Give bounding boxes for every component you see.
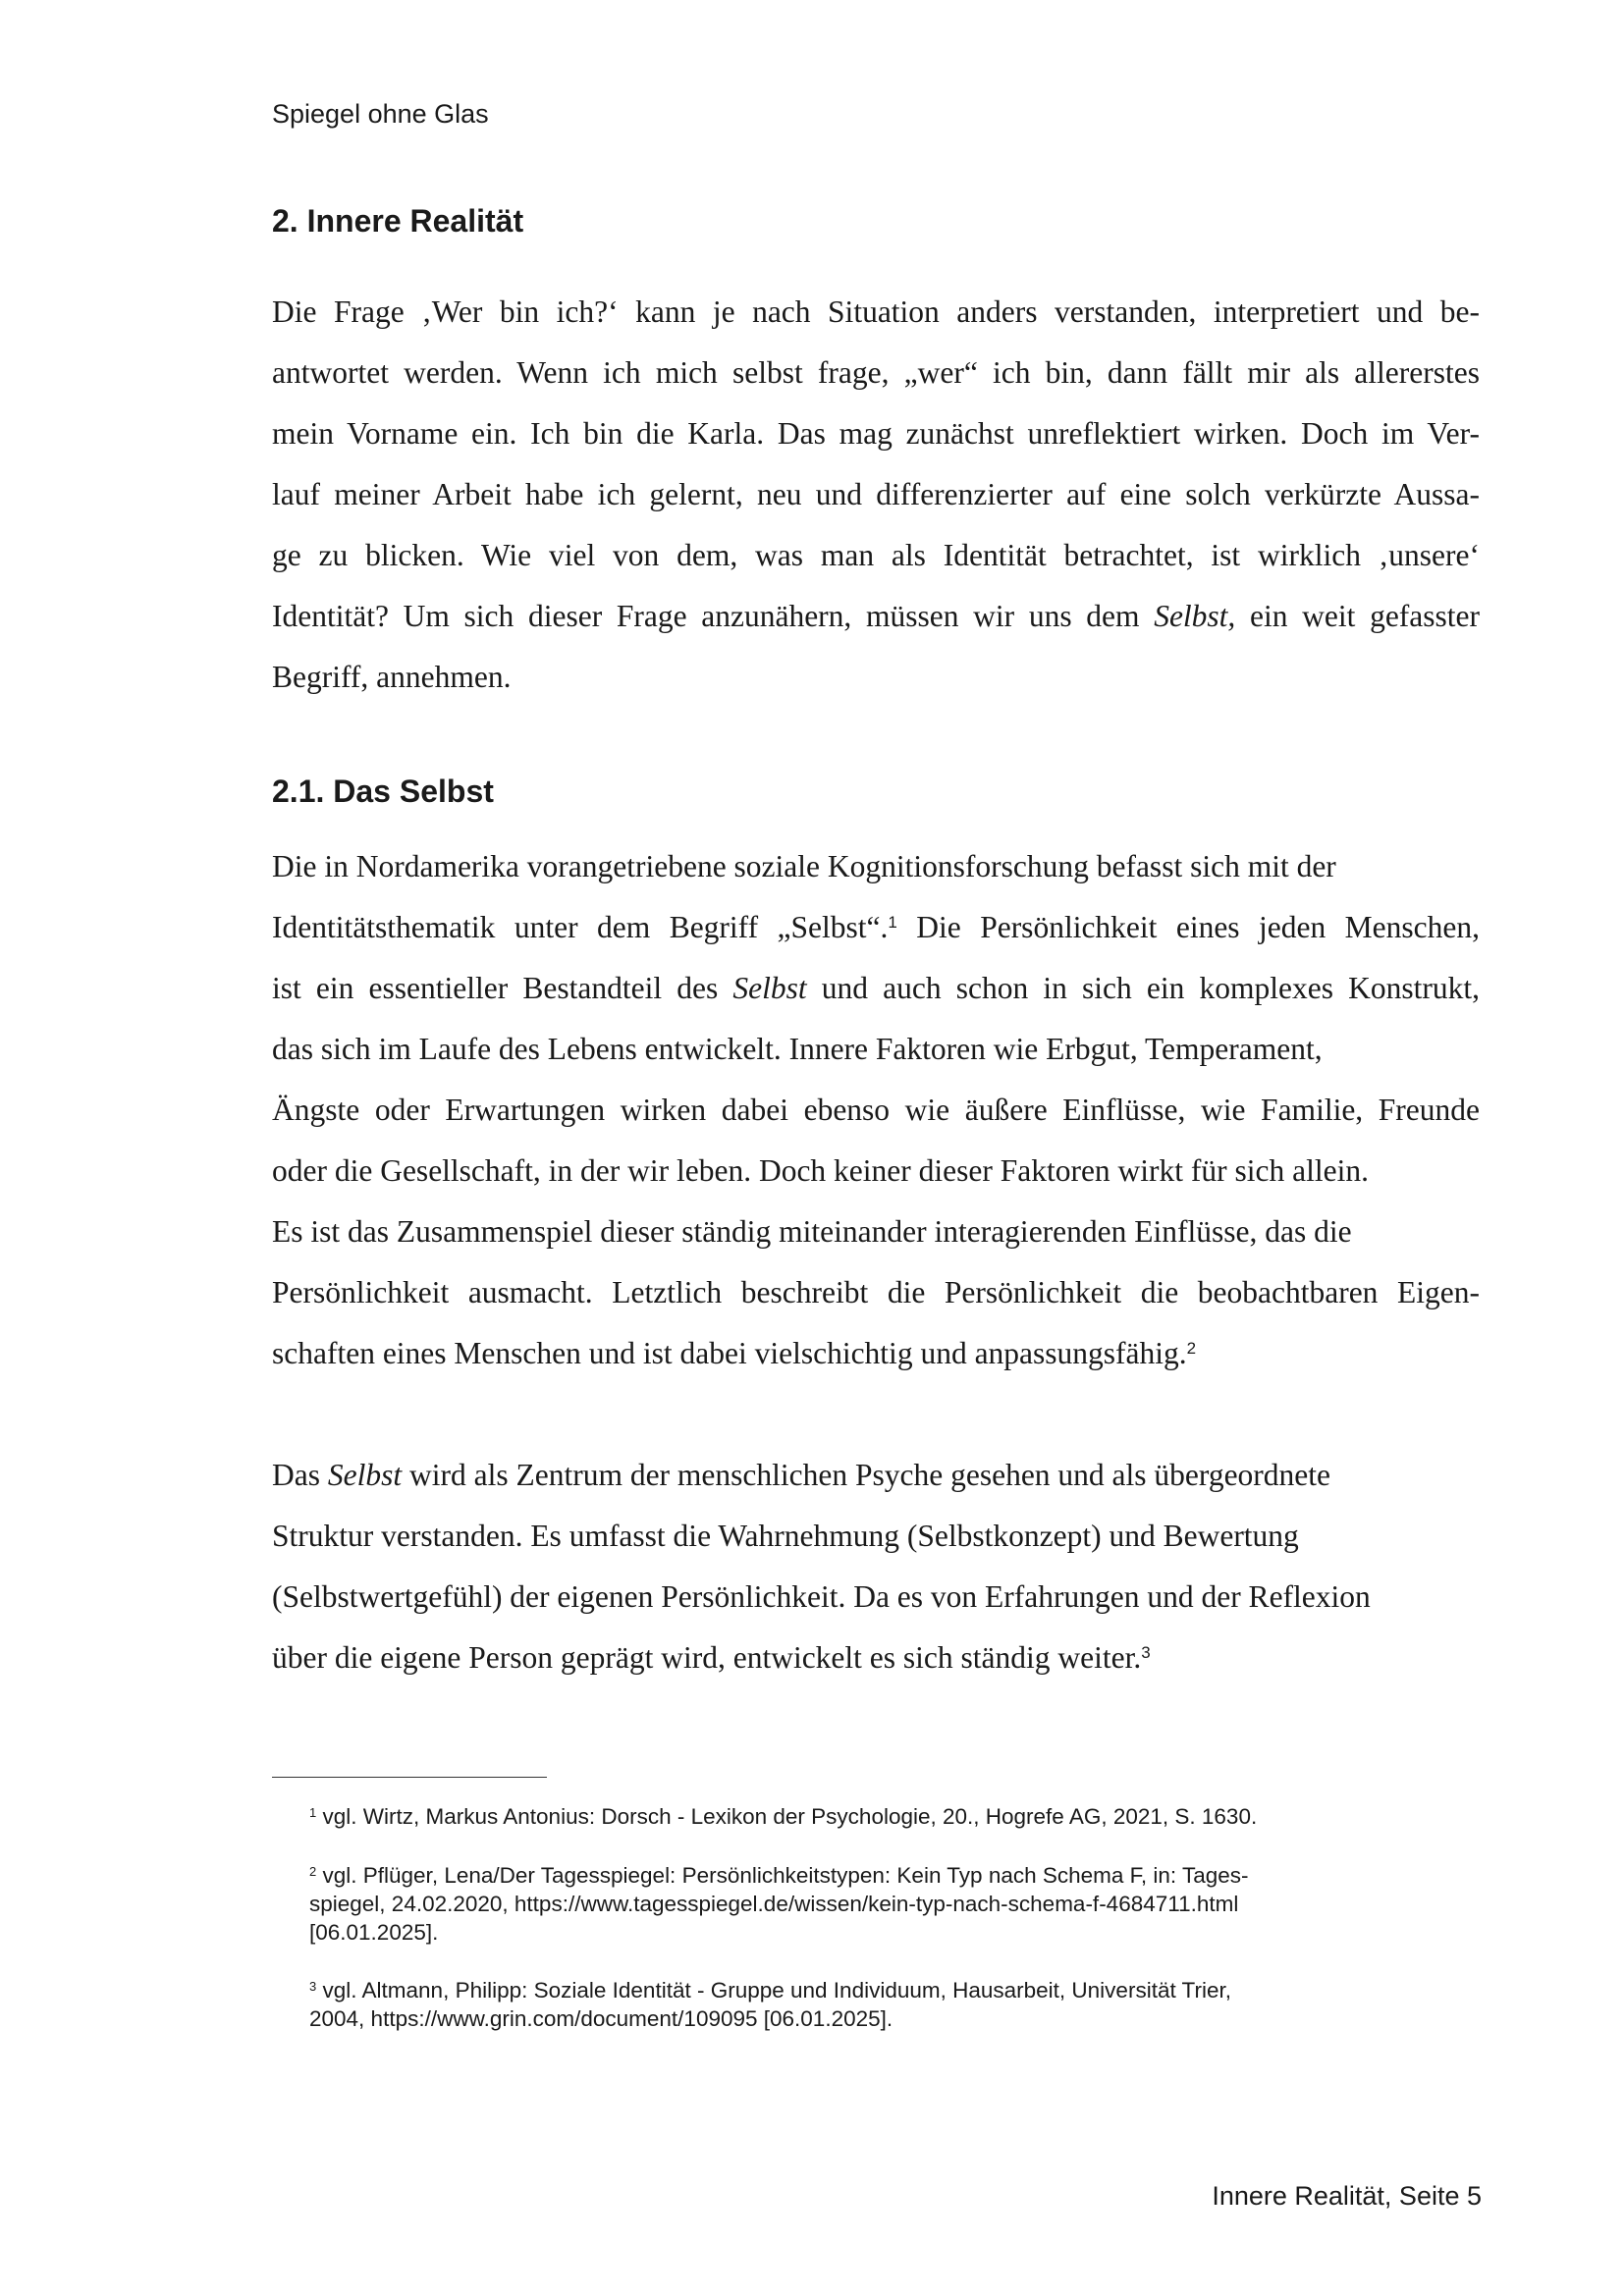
text-line — [272, 958, 1480, 1019]
text-line — [272, 1323, 1480, 1384]
text-line: Begriff, annehmen. — [272, 660, 512, 694]
page-footer-label: Innere Realität, Seite 5 — [1212, 2181, 1482, 2211]
text-run: Die Persönlichkeit eines jeden Menschen, — [916, 910, 1480, 944]
subsection-paragraph — [272, 1445, 1480, 1688]
text-line: Persönlichkeit ausmacht. Letztlich beschreibt die Persönlichkeit die beobachtbaren Eigen- — [272, 1275, 1480, 1309]
text-run: Identität? Um sich dieser Frage anzunähern, müssen wir uns dem — [272, 599, 1140, 633]
footnote-line — [309, 1802, 1399, 1831]
text-line: lauf meiner Arbeit habe ich gelernt, neu und differenzierter auf eine solch verkürzte Aussa- — [272, 477, 1480, 511]
footnote-line: spiegel, 24.02.2020, https://www.tagesspiegel.de/wissen/kein-typ-nach-schema-f-4684711.html — [309, 1892, 1239, 1916]
subsection-paragraph — [272, 836, 1480, 1384]
text-line — [272, 586, 1480, 647]
subsection-heading: 2.1. Das Selbst — [272, 774, 494, 809]
text-line: Ängste oder Erwartungen wirken dabei ebenso wie äußere Einflüsse, wie Familie, Freunde — [272, 1093, 1480, 1127]
text-line — [272, 897, 1480, 958]
footnote-reference[interactable]: 2 — [1186, 1338, 1197, 1358]
text-run: Identitätsthematik unter dem Begriff „Selbst“. — [272, 910, 889, 944]
text-line: das sich im Laufe des Lebens entwickelt. Innere Faktoren wie Erbgut, Temperament, — [272, 1032, 1323, 1066]
text-line — [272, 1445, 1480, 1506]
italic-term: Selbst — [732, 971, 807, 1005]
text-line: Die in Nordamerika vorangetriebene soziale Kognitionsforschung befasst sich mit der — [272, 849, 1336, 883]
footnote-reference[interactable]: 3 — [1141, 1642, 1151, 1662]
section-paragraph — [272, 282, 1480, 708]
text-line: Es ist das Zusammenspiel dieser ständig miteinander interagierenden Einflüsse, das die — [272, 1214, 1352, 1249]
footnote-mark: 3 — [309, 1978, 317, 1994]
footnote-line — [309, 1861, 1399, 1890]
text-line: oder die Gesellschaft, in der wir leben. Doch keiner dieser Faktoren wirkt für sich allein. — [272, 1153, 1369, 1188]
italic-term: Selbst — [327, 1458, 403, 1492]
footnote-line: [06.01.2025]. — [309, 1920, 439, 1945]
footnote-divider — [272, 1777, 547, 1778]
footnote — [309, 1802, 1399, 1831]
footnote-text: vgl. Pflüger, Lena/Der Tagesspiegel: Persönlichkeitstypen: Kein Typ nach Schema F, in: Tages- — [322, 1863, 1249, 1888]
text-line: antwortet werden. Wenn ich mich selbst frage, „wer“ ich bin, dann fällt mir als allererstes — [272, 355, 1480, 390]
text-line: Struktur verstanden. Es umfasst die Wahrnehmung (Selbstkonzept) und Bewertung — [272, 1519, 1299, 1553]
italic-term: Selbst, — [1154, 599, 1236, 633]
text-line: mein Vorname ein. Ich bin die Karla. Das mag zunächst unreflektiert wirken. Doch im Ver- — [272, 416, 1480, 451]
footnote — [309, 1861, 1399, 1947]
text-run: ein weit gefasster — [1250, 599, 1481, 633]
footnote-line: 2004, https://www.grin.com/document/109095 [06.01.2025]. — [309, 2006, 893, 2031]
text-line: ge zu blicken. Wie viel von dem, was man als Identität betrachtet, ist wirklich ‚unsere‘ — [272, 538, 1480, 572]
text-run: wird als Zentrum der menschlichen Psyche gesehen und als übergeordnete — [409, 1458, 1331, 1492]
footnote-reference[interactable]: 1 — [888, 912, 897, 932]
section-heading: 2. Innere Realität — [272, 203, 524, 239]
footnote-mark: 1 — [309, 1804, 317, 1820]
footnote-line — [309, 1976, 1399, 2004]
footnote-text: vgl. Wirtz, Markus Antonius: Dorsch - Lexikon der Psychologie, 20., Hogrefe AG, 2021, S. 1630. — [322, 1804, 1258, 1829]
text-run: ist ein essentieller Bestandteil des — [272, 971, 719, 1005]
text-line: Die Frage ‚Wer bin ich?‘ kann je nach Situation anders verstanden, interpretiert und be- — [272, 294, 1480, 329]
footnote-text: vgl. Altmann, Philipp: Soziale Identität - Gruppe und Individuum, Hausarbeit, Universität Trier, — [322, 1978, 1231, 2002]
text-run: und auch schon in sich ein komplexes Konstrukt, — [821, 971, 1480, 1005]
text-run: Das — [272, 1458, 320, 1492]
text-line — [272, 1628, 1480, 1688]
text-line: (Selbstwertgefühl) der eigenen Persönlichkeit. Da es von Erfahrungen und der Reflexion — [272, 1579, 1371, 1614]
text-run: schaften eines Menschen und ist dabei vielschichtig und anpassungsfähig. — [272, 1336, 1187, 1370]
footnote-mark: 2 — [309, 1863, 317, 1879]
text-run: über die eigene Person geprägt wird, entwickelt es sich ständig weiter. — [272, 1640, 1142, 1675]
running-header-title: Spiegel ohne Glas — [272, 99, 489, 129]
footnote — [309, 1976, 1399, 2033]
